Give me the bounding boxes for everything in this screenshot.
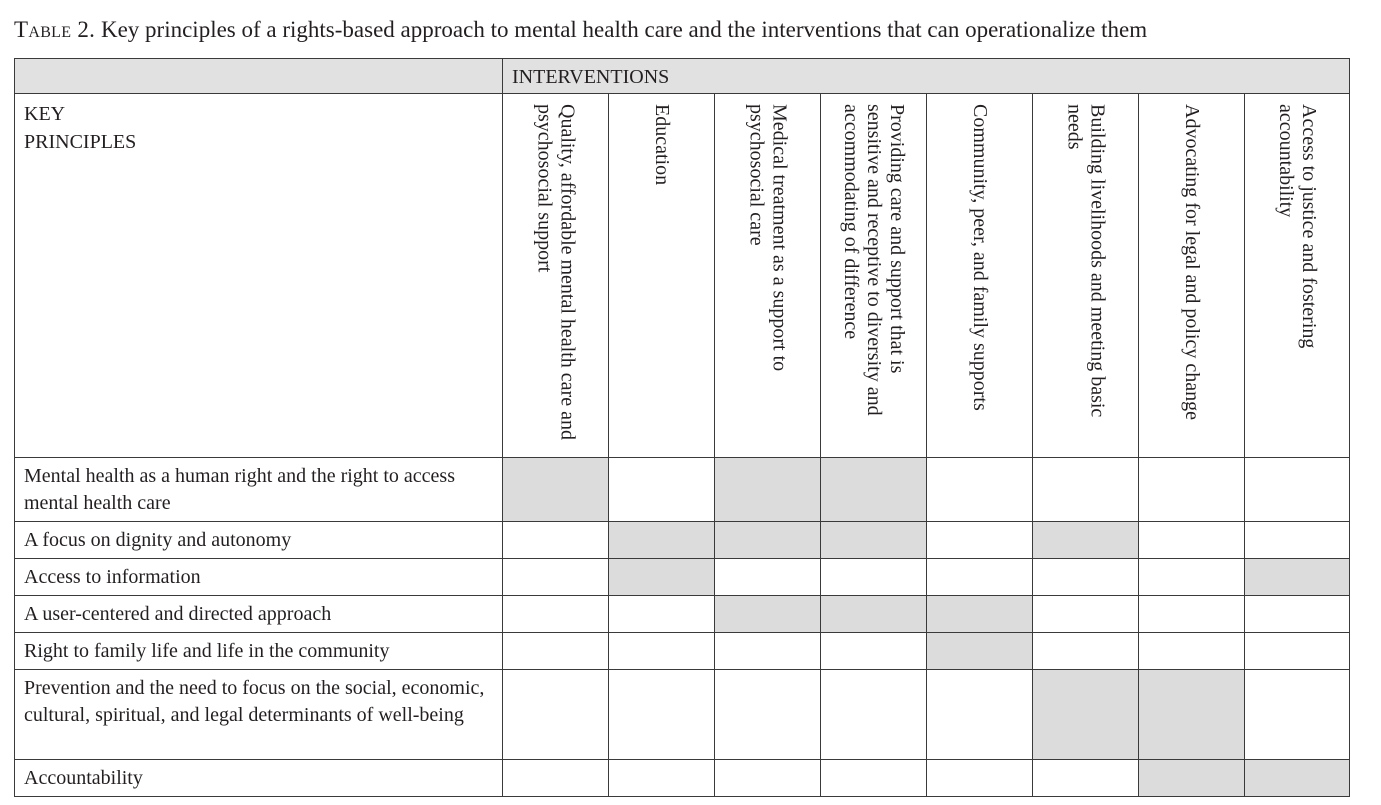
empty-cell (821, 760, 927, 797)
principle-row (15, 670, 1350, 760)
shaded-cell (821, 596, 927, 633)
principle-label: A focus on dignity and autonomy (15, 522, 503, 559)
header-band-blank (15, 59, 503, 94)
principle-row (15, 760, 1350, 797)
header-band-row (15, 59, 1350, 94)
interventions-header-cell (503, 59, 1350, 94)
shaded-cell (715, 458, 821, 522)
key-principles-header (15, 94, 503, 458)
intervention-label: Building livelihoods and meeting basic needs (1063, 104, 1109, 418)
intervention-header-3 (715, 94, 821, 458)
empty-cell (927, 670, 1033, 760)
empty-cell (927, 559, 1033, 596)
empty-cell (609, 596, 715, 633)
principle-label: Right to family life and life in the community (15, 633, 503, 670)
principle-row (15, 633, 1350, 670)
empty-cell (503, 760, 609, 797)
principle-label: Access to information (15, 559, 503, 596)
empty-cell (1245, 670, 1350, 760)
empty-cell (1139, 633, 1245, 670)
shaded-cell (609, 559, 715, 596)
shaded-cell (927, 633, 1033, 670)
shaded-cell (1139, 760, 1245, 797)
empty-cell (1033, 633, 1139, 670)
empty-cell (1033, 760, 1139, 797)
shaded-cell (1033, 670, 1139, 760)
shaded-cell (821, 522, 927, 559)
intervention-header-4 (821, 94, 927, 458)
intervention-header-7 (1139, 94, 1245, 458)
empty-cell (1139, 559, 1245, 596)
empty-cell (1033, 458, 1139, 522)
intervention-header-5 (927, 94, 1033, 458)
shaded-cell (715, 596, 821, 633)
empty-cell (821, 633, 927, 670)
table-caption (14, 14, 1147, 46)
principles-interventions-table (14, 58, 1350, 797)
shaded-cell (1033, 522, 1139, 559)
empty-cell (609, 760, 715, 797)
empty-cell (1139, 596, 1245, 633)
principle-label: Accountability (15, 760, 503, 797)
intervention-label: Quality, affordable mental health care and psychosocial support (533, 104, 579, 440)
empty-cell (927, 458, 1033, 522)
shaded-cell (503, 458, 609, 522)
intervention-label: Education (651, 104, 673, 186)
principle-row (15, 596, 1350, 633)
empty-cell (1245, 596, 1350, 633)
principle-row (15, 522, 1350, 559)
shaded-cell (1245, 559, 1350, 596)
intervention-header-row (15, 94, 1350, 458)
empty-cell (1139, 522, 1245, 559)
intervention-header-1 (503, 94, 609, 458)
shaded-cell (927, 596, 1033, 633)
empty-cell (1139, 458, 1245, 522)
intervention-header-8 (1245, 94, 1350, 458)
shaded-cell (609, 522, 715, 559)
empty-cell (503, 559, 609, 596)
empty-cell (715, 559, 821, 596)
intervention-label: Medical treatment as a support to psychosocial care (745, 104, 791, 372)
empty-cell (927, 760, 1033, 797)
shaded-cell (821, 458, 927, 522)
empty-cell (1245, 522, 1350, 559)
empty-cell (609, 670, 715, 760)
empty-cell (1245, 458, 1350, 522)
key-principles-header-text: KEY PRINCIPLES (24, 103, 137, 153)
empty-cell (821, 559, 927, 596)
empty-cell (715, 670, 821, 760)
empty-cell (609, 458, 715, 522)
empty-cell (503, 522, 609, 559)
principle-label: A user-centered and directed approach (15, 596, 503, 633)
intervention-header-2 (609, 94, 715, 458)
shaded-cell (715, 522, 821, 559)
empty-cell (1033, 559, 1139, 596)
principle-label: Prevention and the need to focus on the social, economic, cultural, spiritual, and legal determinants of well-being (15, 670, 503, 760)
interventions-header: INTERVENTIONS (512, 66, 670, 88)
intervention-label: Providing care and support that is sensitive and receptive to diversity and accommodating of difference (840, 104, 908, 416)
empty-cell (715, 633, 821, 670)
table-caption-label: Table 2. (14, 17, 96, 42)
shaded-cell (1245, 760, 1350, 797)
principle-row (15, 458, 1350, 522)
empty-cell (1245, 633, 1350, 670)
empty-cell (715, 760, 821, 797)
intervention-label: Advocating for legal and policy change (1181, 104, 1203, 420)
empty-cell (609, 633, 715, 670)
empty-cell (503, 596, 609, 633)
empty-cell (503, 633, 609, 670)
table-caption-text: Key principles of a rights-based approach to mental health care and the interventions that can operationalize them (95, 17, 1148, 42)
intervention-header-6 (1033, 94, 1139, 458)
empty-cell (1033, 596, 1139, 633)
intervention-label: Community, peer, and family supports (969, 104, 991, 411)
shaded-cell (1139, 670, 1245, 760)
intervention-label: Access to justice and fostering accountability (1275, 104, 1320, 349)
principle-row (15, 559, 1350, 596)
principle-label: Mental health as a human right and the right to access mental health care (15, 458, 503, 522)
empty-cell (503, 670, 609, 760)
empty-cell (927, 522, 1033, 559)
empty-cell (821, 670, 927, 760)
